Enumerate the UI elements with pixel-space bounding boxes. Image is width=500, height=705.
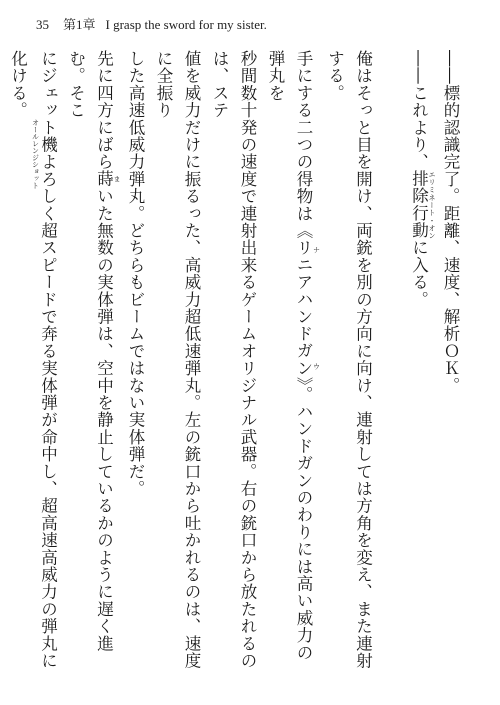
- chapter-title: I grasp the sword for my sister.: [105, 17, 267, 32]
- paragraph-high-power: 値を威力だけに振るった、高威力超低速弾丸。左の銃口から吐かれるのは、速度に全振り: [154, 50, 201, 670]
- ruby-eliminate-on: 排除行動 エリミネート・オン: [409, 170, 436, 240]
- paragraph-opens-eyes: 俺はそっと目を開け、両銃を別の方向に向け、連射しては方角を変え、また連射する。: [325, 50, 373, 670]
- ruby-now: リニアハンドガン ナ ウ: [294, 239, 321, 377]
- paragraph-linear-handgun: 手にする二つの得物は《リニアハンドガン ナ ウ》。ハンドガンのわりには高い威力の弾丸を: [266, 50, 321, 661]
- vertical-body-text: [8, 50, 464, 675]
- paragraph-eliminate-on: ――これより、排除行動 エリミネート・オンに入る。: [409, 50, 436, 309]
- ruby-all-range-shot: オールレンジショット: [31, 118, 40, 189]
- running-header: [36, 14, 267, 34]
- page-number: 35: [36, 17, 49, 32]
- paragraph-target-recognized: ――標的認識完了。距離、速度、解析ＯＫ。: [441, 50, 460, 394]
- paragraph-solid-bullets: した高速低威力弾丸。どちらもビームではない実体弾だ。: [126, 50, 145, 498]
- ruby-ma: 蒔 ま: [94, 170, 121, 188]
- paragraph-original-weapon: 秒間数十発の速度で連射出来るゲームオリジナル武器。右の銃口から放たれるのは、ステ: [210, 50, 257, 670]
- paragraph-spatial-awareness: [0, 50, 4, 675]
- blank-line: [377, 50, 405, 675]
- paragraph-scattered-bullets: 先に四方にばら蒔 まいた無数の実体弾は、空中を静止しているかのように遅く進む。そこ: [66, 50, 121, 653]
- chapter-label: 第1章: [63, 17, 96, 32]
- paragraph-jet-speed: にジェット機よろしく超スピードで奔る実体弾が命中し、超高速高威力の弾丸に化ける。オールレンジショット: [8, 50, 58, 670]
